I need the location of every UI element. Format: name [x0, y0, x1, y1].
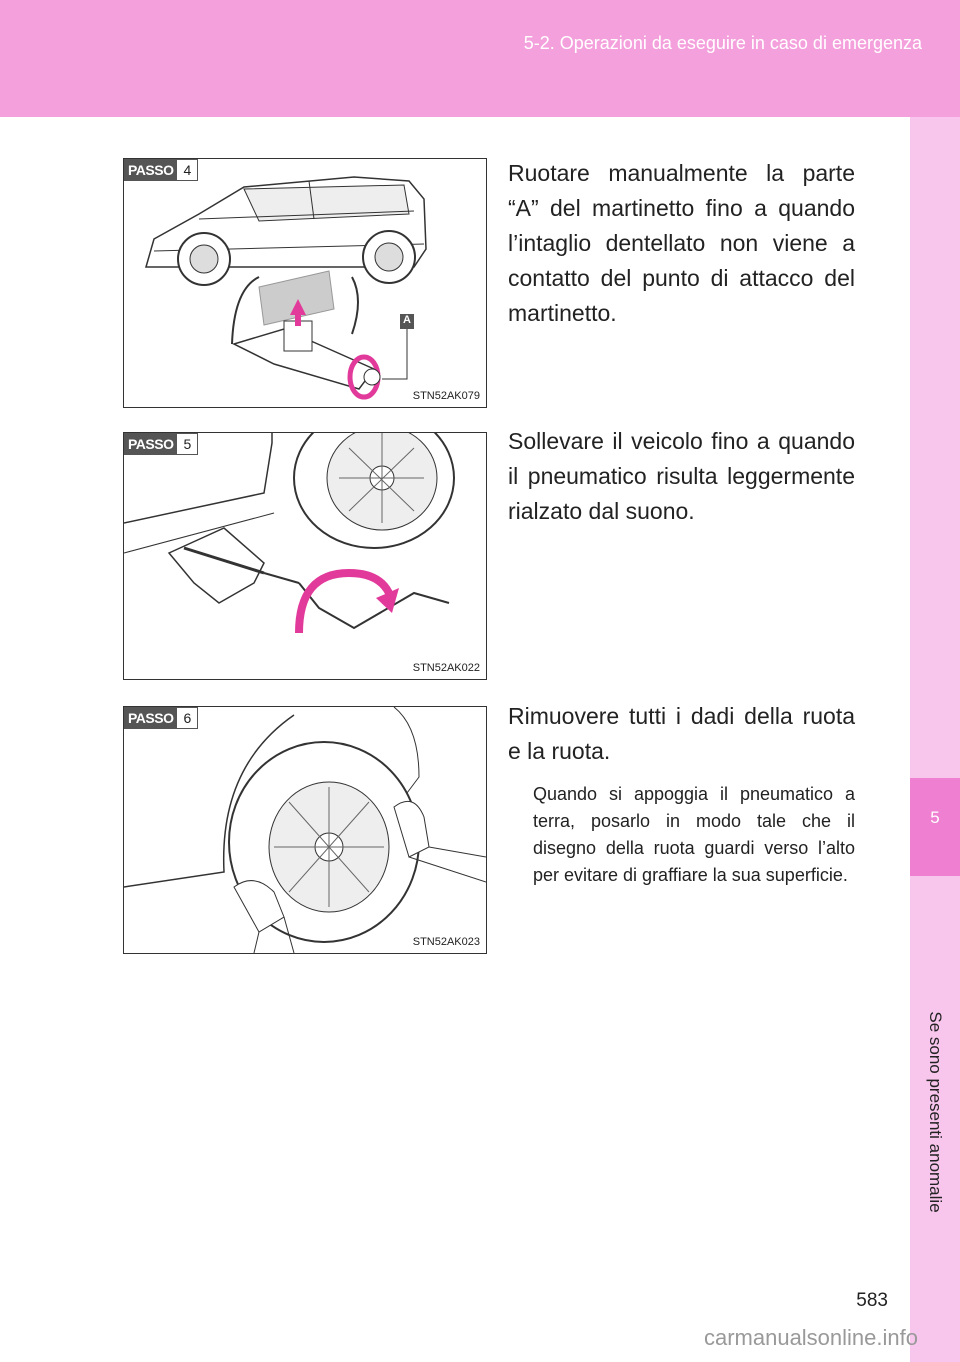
step-word: PASSO: [124, 159, 177, 181]
step-6-text: Rimuovere tutti i dadi della ruota e la ruota.: [508, 703, 855, 764]
step-6-note: Quando si appoggia il pneumatico a terra, posarlo in modo tale che il disegno della ruota guardi verso l’alto per evitare di graffiare la sua superficie.: [533, 784, 855, 885]
figure-code: STN52AK023: [412, 936, 480, 948]
step-4-illustration: [123, 158, 487, 408]
step-word: PASSO: [124, 707, 177, 729]
step-5-illustration: [123, 432, 487, 680]
step-number: 5: [177, 433, 198, 455]
section-title: 5-2. Operazioni da eseguire in caso di emergenza: [523, 33, 922, 53]
jack-raising-drawing: [124, 433, 486, 679]
page-header-band: [0, 0, 960, 117]
page-number: 583: [856, 1290, 888, 1311]
step-6-illustration: [123, 706, 487, 954]
wheel-removal-drawing: [124, 707, 486, 953]
step-number: 6: [177, 707, 198, 729]
car-and-jack-drawing: [124, 159, 486, 407]
step-4-text: Ruotare manualmente la parte “A” del martinetto fino a quando l’intaglio dentellato non viene a contatto del punto di attacco del martinetto.: [508, 160, 855, 326]
figure-code: STN52AK079: [412, 390, 480, 402]
step-5-badge: [124, 433, 198, 455]
figure-code: STN52AK022: [412, 662, 480, 674]
watermark: carmanualsonline.info: [703, 1325, 918, 1350]
step-5-text: Sollevare il veicolo fino a quando il pneumatico risulta leggermente rialzato dal suono.: [508, 428, 855, 524]
chapter-label: Se sono presenti anomalie: [926, 1011, 945, 1213]
callout-a: A: [403, 314, 411, 326]
step-word: PASSO: [124, 433, 177, 455]
step-4-badge: [124, 159, 198, 181]
step-6-badge: [124, 707, 198, 729]
step-number: 4: [177, 159, 198, 181]
chapter-number: 5: [930, 808, 940, 827]
